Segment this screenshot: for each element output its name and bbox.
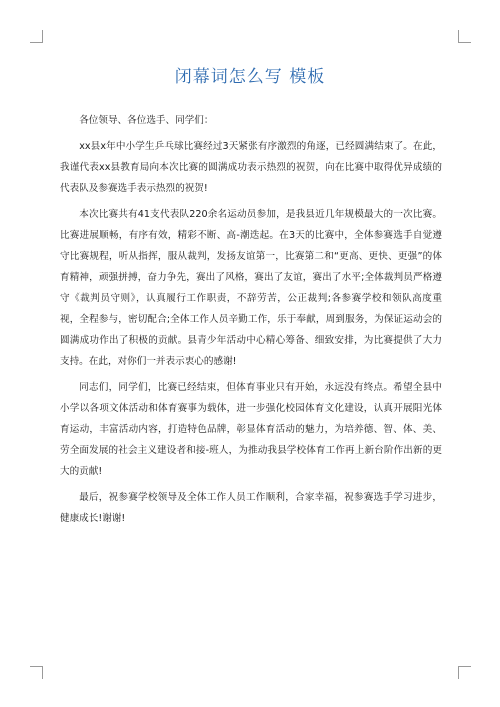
document-title: 闭幕词怎么写 模板 xyxy=(174,67,326,87)
crop-mark-top-left xyxy=(30,30,43,43)
document-body xyxy=(60,110,442,534)
crop-mark-bottom-right xyxy=(458,666,471,679)
outlook-paragraph: 同志们，同学们，比赛已经结束，但体育事业只有开始，永远没有终点。希望全县中小学以各项文体活动和体育赛事为载体，进一步强化校园体育文化建设，认真开展阳光体育运动，丰富活动内容，打造特色品牌，彰显体育活动的魅力，为培养德、智、体、美、劳全面发展的社会主义建设者和接-班人，为推动我县学校体育工作再上新台阶作出新的更大的贡献! xyxy=(60,382,442,477)
opening-paragraph: xx县x年中小学生乒乓球比赛经过3天紧张有序激烈的角逐，已经圆满结束了。在此，我谨代表xx县教育局向本次比赛的圆满成功表示热烈的祝贺，向在比赛中取得优异成绩的代表队及参赛选手表示热烈的祝贺! xyxy=(60,141,442,194)
summary-paragraph: 本次比赛共有41支代表队220余名运动员参加，是我县近几年规模最大的一次比赛。比赛进展顺畅，有序有效，精彩不断、高-潮迭起。在3天的比赛中，全体参赛选手自觉遵守比赛规程，听从指挥，服从裁判，发扬友谊第一，比赛第二和“更高、更快、更强”的体育精神，顽强拼搏，奋力争先，赛出了风格，赛出了友谊，赛出了水平;全体裁判员严格遵守《裁判员守则》，认真履行工作职责，不辞劳苦，公正裁判;各参赛学校和领队高度重视，全程参与，密切配合;全体工作人员辛勤工作，乐于奉献，周到服务，为保证运动会的圆满成功作出了积极的贡献。县青少年活动中心精心筹备、细致安排，为比赛提供了大力支持。在此，对你们一并表示衷心的感谢! xyxy=(60,209,442,367)
crop-mark-bottom-left xyxy=(30,666,43,679)
crop-mark-top-right xyxy=(458,30,471,43)
closing-paragraph: 最后，祝参赛学校领导及全体工作人员工作顺利，合家幸福，祝参赛选手学习进步，健康成长!谢谢! xyxy=(60,492,442,524)
salutation-paragraph: 各位领导、各位选手、同学们： xyxy=(79,115,214,126)
